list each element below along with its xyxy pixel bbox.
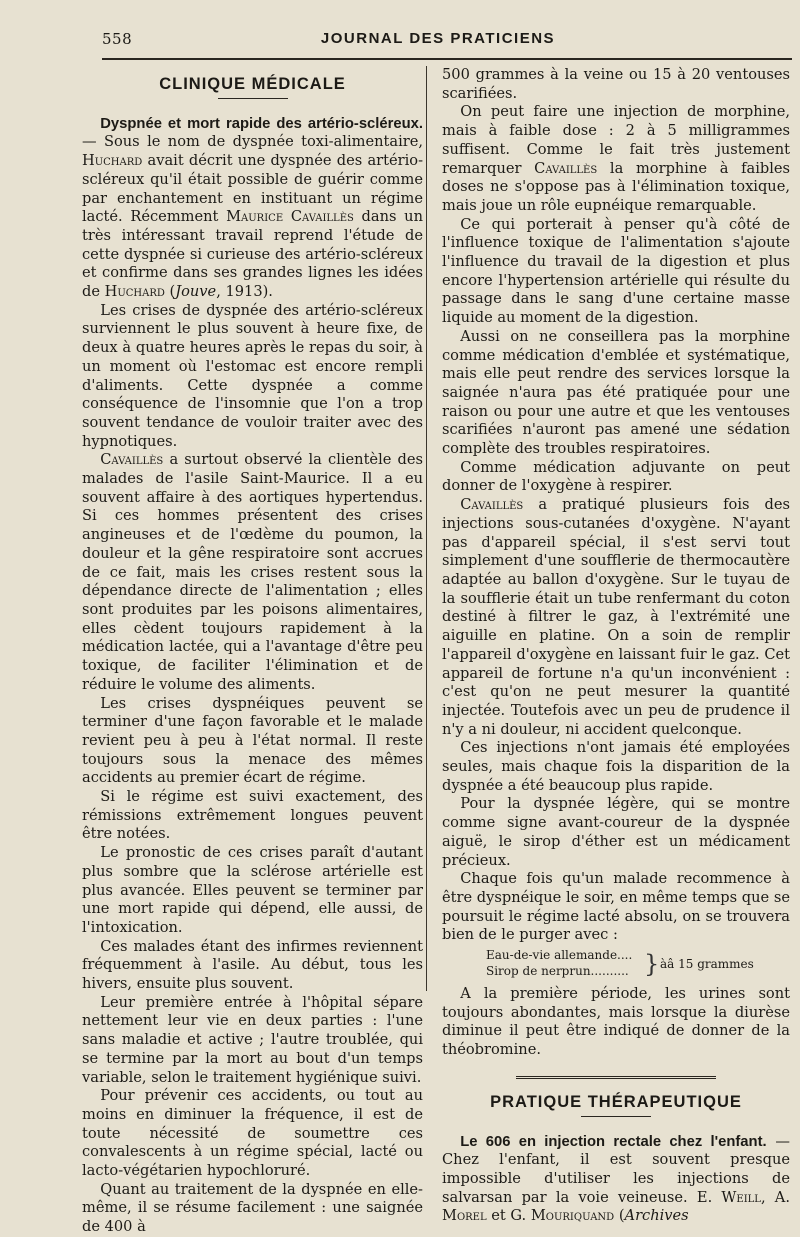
paragraph: Quant au traitement de la dyspnée en elle-même, il se résume facilement : une saignée de 400 à: [82, 1180, 423, 1236]
header-rule: [102, 58, 792, 60]
page-number: 558: [102, 30, 133, 48]
publisher-name: Jouve: [175, 283, 217, 301]
section-rule: [218, 98, 288, 99]
formula-ingredient: Sirop de nerprun..........: [486, 964, 629, 979]
left-column: [82, 66, 423, 1237]
paragraph: Cavaillès a pratiqué plusieurs fois des injections sous-cutanées d'oxygène. N'ayant pas d'appareil spécial, il s'est servi tout simplement d'une soufflerie de thermocautère adaptée au ballon d'oxygène. Sur le tuyau de la soufflerie était un tube renfermant du coton destiné à filtrer le gaz, à l'extrémité une aiguille en platine. On a soin de remplir l'appareil d'oxygène en laissant fuir le gaz. Cet appareil de fortune n'a qu'un inconvénient : c'est qu'on ne peut mesurer la quantité injectée. Toutefois avec un peu de prudence il n'y a ni douleur, ni accident quelconque.: [442, 496, 790, 738]
author-name: Maurice Cavaillès: [226, 208, 354, 226]
paragraph: Ce qui porterait à penser qu'à côté de l'influence toxique de l'alimentation s'ajoute l'influence du travail de la digestion et plus encore l'hypertension artérielle qui résulte du passage dans le sang d'une certaine masse liquide au moment de la digestion.: [442, 215, 790, 327]
paragraph: Leur première entrée à l'hôpital sépare nettement leur vie en deux parties : l'une sans maladie et active ; l'autre troublée, qui se termine par la mort au bout d'un temps variable, selon le traitement hygiénique suivi.: [82, 993, 423, 1086]
author-name: Mouriquand: [530, 1207, 615, 1225]
paragraph: Pour prévenir ces accidents, ou tout au moins en diminuer la fréquence, il est de toute nécessité de soumettre ces convalescents à un régime spécial, lacté ou lacto-végétarien hypochloruré.: [82, 1087, 423, 1180]
author-name: Weill: [721, 1188, 761, 1206]
author-name: Cavaillès: [534, 159, 598, 177]
paragraph: Ces malades étant des infirmes reviennent fréquemment à l'asile. Au début, tous les hivers, ensuite plus souvent.: [82, 937, 423, 993]
section-rule: [581, 1116, 651, 1117]
author-name: Cavaillès: [100, 451, 164, 469]
journal-title: JOURNAL DES PRATICIENS: [320, 30, 556, 47]
author-name: Cavaillès: [460, 496, 524, 514]
paragraph: Le 606 en injection rectale chez l'enfant. — Chez l'enfant, il est souvent presque impossible d'utiliser les injections de salvarsan par la voie veineuse. E. Weill, A. Morel et G. Mouriquand (Archives: [442, 1132, 791, 1225]
paragraph: Chaque fois qu'un malade recommence à être dyspnéique le soir, en même temps que se poursuit le régime lacté absolu, on se trouvera bien de le purger avec :: [442, 870, 790, 944]
column-divider: [426, 66, 427, 991]
author-name: Huchard: [82, 152, 143, 170]
paragraph: Les crises de dyspnée des artério-scléreux surviennent le plus souvent à heure fixe, de deux à quatre heures après le repas du soir, à un moment où l'estomac est encore rempli d'aliments. Cette dyspnée a comme conséquence de l'insomnie que l'on a trop souvent tendance de vouloir traiter avec des hypnotiques.: [82, 301, 423, 450]
author-name: Huchard: [104, 283, 165, 301]
paragraph: Ces injections n'ont jamais été employées seules, mais chaque fois la disparition de la dyspnée a été beaucoup plus rapide.: [442, 739, 790, 794]
section-double-rule: [516, 1076, 716, 1079]
paragraph: Dyspnée et mort rapide des artério-scléreux. — Sous le nom de dyspnée toxi-alimentaire, Huchard avait décrit une dyspnée des artério-scléreux qu'il était possible de guérir comme par enchantement en instituant un régime lacté. Récemment Maurice Cavaillès dans un très intéressant travail reprend l'étude de cette dyspnée si curieuse des artério-scléreux et confirme dans ses grandes lignes les idées de Huchard (Jouve, 1913).: [82, 115, 423, 301]
article-title: Le 606 en injection rectale chez l'enfant.: [460, 1133, 767, 1150]
paragraph: On peut faire une injection de morphine, mais à faible dose : 2 à 5 milligrammes suffisent. Comme le fait très justement remarquer Cavaillès la morphine à faibles doses ne s'oppose pas à l'élimination toxique, mais joue un rôle eupnéique remarquable.: [442, 103, 790, 214]
formula-ingredient: Eau-de-vie allemande....: [486, 948, 633, 963]
paragraph: Les crises dyspnéiques peuvent se terminer d'une façon favorable et le malade revient peu à peu à l'état normal. Il reste toujours sous la menace des mêmes accidents au premier écart de régime.: [82, 694, 423, 787]
journal-name: Archives: [624, 1207, 689, 1225]
paragraph: 500 grammes à la veine ou 15 à 20 ventouses scarifiées.: [442, 66, 790, 102]
section-title-clinique: CLINIQUE MÉDICALE: [159, 75, 346, 93]
paragraph: Comme médication adjuvante on peut donner de l'oxygène à respirer.: [442, 458, 790, 495]
prescription-formula: [486, 947, 790, 981]
formula-brace: }: [644, 950, 660, 979]
section-title-pratique: PRATIQUE THÉRAPEUTIQUE: [490, 1092, 742, 1111]
formula-quantity: àâ 15 grammes: [660, 957, 754, 972]
author-name: Morel: [442, 1207, 487, 1225]
article-title: Dyspnée et mort rapide des artério-scléreux.: [100, 115, 423, 132]
paragraph: A la première période, les urines sont toujours abondantes, mais lorsque la diurèse diminue il peut être indiqué de donner de la théobromine.: [442, 985, 790, 1059]
paragraph: Pour la dyspnée légère, qui se montre comme signe avant-coureur de la dyspnée aiguë, le sirop d'éther est un médicament précieux.: [442, 795, 790, 869]
paragraph: Aussi on ne conseillera pas la morphine comme médication d'emblée et systématique, mais elle peut rendre des services lorsque la saignée n'aura pas été pratiquée pour une raison ou pour une autre et que les ventouses scarifiées n'auront pas amené une sédation complète des troubles respiratoires.: [442, 327, 790, 458]
paragraph: Cavaillès a surtout observé la clientèle des malades de l'asile Saint-Maurice. Il a eu souvent affaire à des aortiques hypertendus. Si ces hommes présentent des crises angineuses et de l'œdème du poumon, la douleur et la gêne respiratoire sont accrues de ce fait, mais les crises restent sous la dépendance directe de l'alimentation ; elles sont produites par les poisons alimentaires, elles cèdent toujours rapidement à la médication lactée, qui a l'avantage d'être peu toxique, de faciliter l'élimination et de réduire le volume des aliments.: [82, 451, 423, 693]
paragraph: Le pronostic de ces crises paraît d'autant plus sombre que la sclérose artérielle est plus avancée. Elles peuvent se terminer par une mort rapide qui dépend, elle aussi, de l'intoxication.: [82, 844, 423, 936]
paragraph: Si le régime est suivi exactement, des rémissions extrêmement longues peuvent être notées.: [82, 788, 423, 843]
right-column: [442, 66, 790, 1226]
